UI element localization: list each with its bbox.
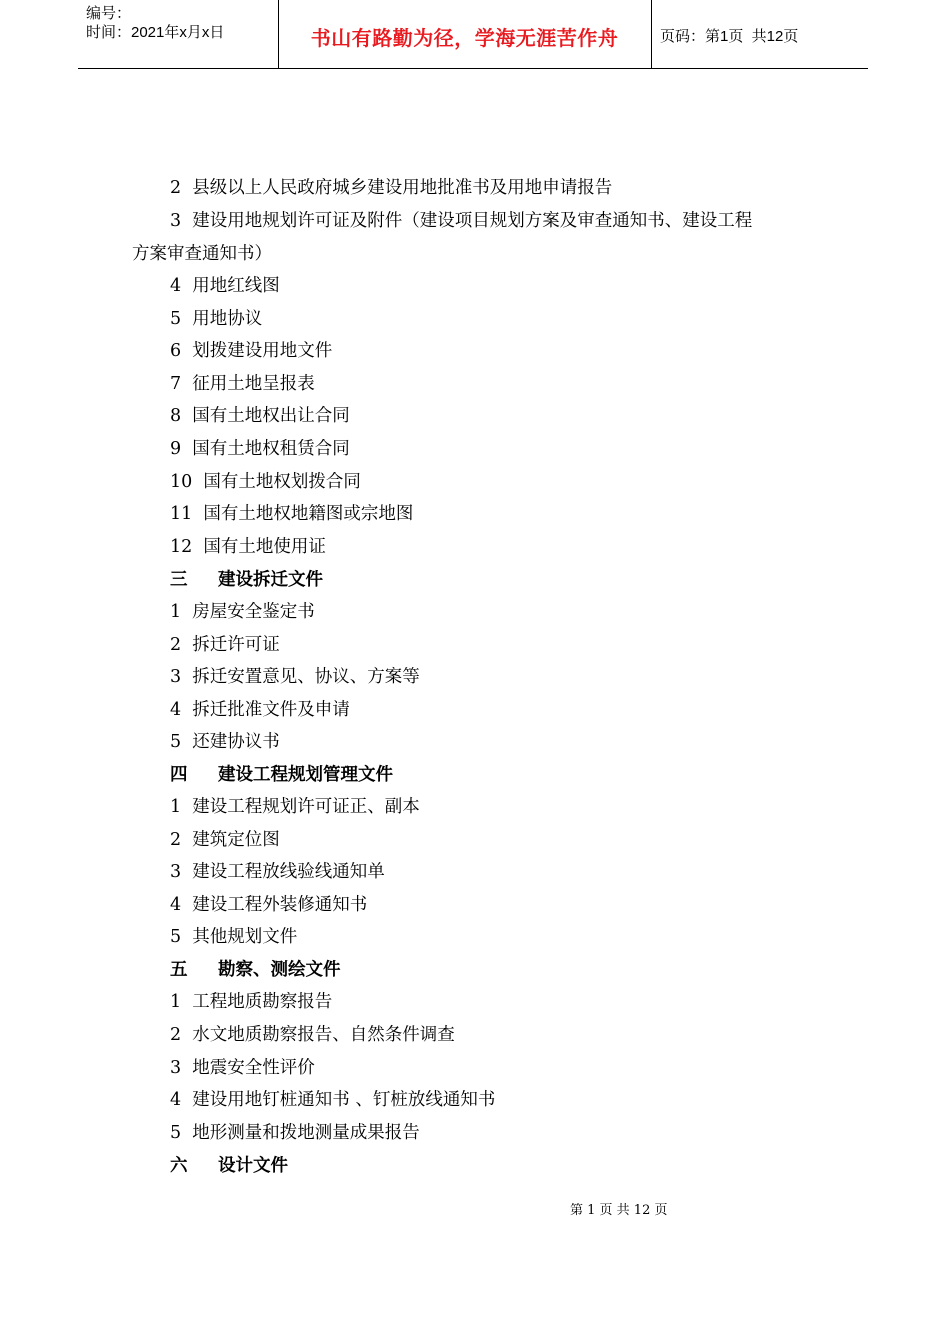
list-item: 1 房屋安全鉴定书 [170,602,315,622]
header-motto-cell [278,0,652,68]
section-heading: 四 建设工程规划管理文件 [170,765,393,785]
list-item: 5 还建协议书 [170,732,280,752]
list-item: 4 用地红线图 [170,276,280,296]
list-item: 5 用地协议 [170,309,263,329]
list-item-continuation: 方案审查通知书） [132,244,272,264]
header-page-number: 页码：第1页 共12页 [660,28,799,45]
page-footer: 第 1 页 共 12 页 [570,1203,668,1218]
list-item: 7 征用土地呈报表 [170,374,315,394]
section-heading: 五 勘察、测绘文件 [170,960,341,980]
list-item: 8 国有土地权出让合同 [170,406,350,426]
list-item: 9 国有土地权租赁合同 [170,439,350,459]
list-item: 12 国有土地使用证 [170,537,326,557]
header-info-cell [78,0,279,68]
list-item: 2 县级以上人民政府城乡建设用地批准书及用地申请报告 [170,178,613,198]
list-item: 2 建筑定位图 [170,830,280,850]
list-item: 3 地震安全性评价 [170,1058,315,1078]
list-item: 2 水文地质勘察报告、自然条件调查 [170,1025,455,1045]
list-item: 6 划拨建设用地文件 [170,341,333,361]
document-time-label: 时间：2021年x月x日 [86,24,225,41]
list-item: 2 拆迁许可证 [170,635,280,655]
list-item: 3 建设工程放线验线通知单 [170,862,385,882]
list-item: 5 其他规划文件 [170,927,298,947]
list-item: 4 拆迁批准文件及申请 [170,700,350,720]
list-item: 5 地形测量和拨地测量成果报告 [170,1123,420,1143]
header-page-cell [652,0,868,68]
list-item: 3 建设用地规划许可证及附件（建设项目规划方案及审查通知书、建设工程 [170,211,753,231]
section-heading: 六 设计文件 [170,1156,288,1176]
list-item: 1 工程地质勘察报告 [170,992,333,1012]
list-item: 10 国有土地权划拨合同 [170,472,361,492]
header-motto: 书山有路勤为径，学海无涯苦作舟 [310,26,619,50]
list-item: 11 国有土地权地籍图或宗地图 [170,504,414,524]
section-heading: 三 建设拆迁文件 [170,570,323,590]
page-header [78,0,868,69]
list-item: 4 建设用地钉桩通知书 、钉桩放线通知书 [170,1090,496,1110]
list-item: 4 建设工程外装修通知书 [170,895,368,915]
list-item: 3 拆迁安置意见、协议、方案等 [170,667,420,687]
list-item: 1 建设工程规划许可证正、副本 [170,797,420,817]
document-number-label: 编号： [86,5,132,22]
